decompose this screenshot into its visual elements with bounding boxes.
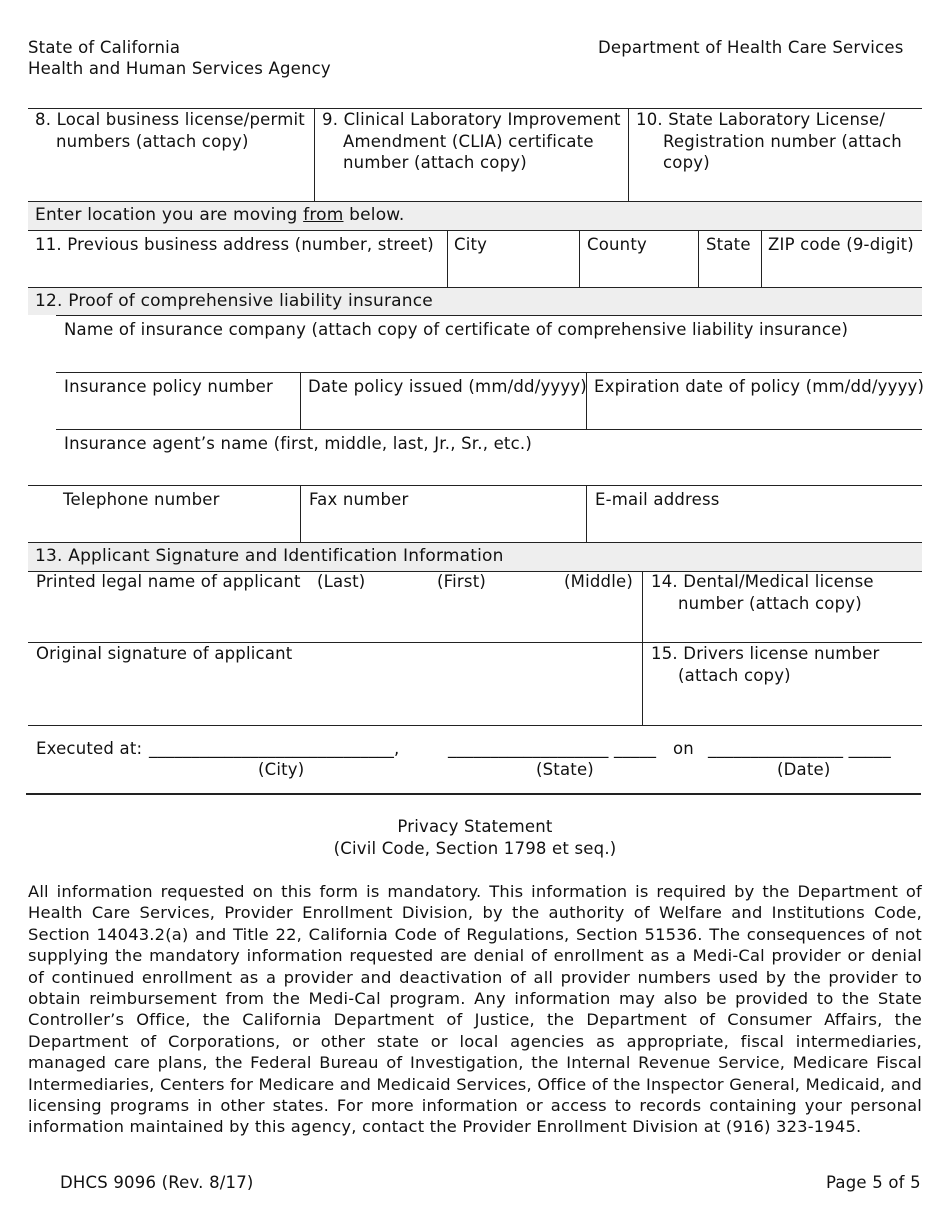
rule <box>28 725 922 726</box>
rule <box>56 429 922 430</box>
rule <box>28 230 922 231</box>
name-middle-label: (Middle) <box>564 572 633 591</box>
field-policy-number[interactable]: Insurance policy number <box>64 377 274 396</box>
name-last-label: (Last) <box>317 572 366 591</box>
field-zip[interactable]: ZIP code (9-digit) <box>768 235 914 254</box>
executed-date-caption: (Date) <box>777 760 831 779</box>
executed-city-blank[interactable]: _____________________________, <box>149 739 400 758</box>
rule <box>579 230 580 287</box>
rule <box>28 485 922 486</box>
rule <box>56 372 922 373</box>
privacy-body: All information requested on this form is mandatory. This information is required by the Department of Health Care Services, Provider Enrollment Division, by the authority of Welfare and Institutions Code, Section 14043.2(a) and Title 22, California Code of Regulations, Section 51536. The consequences of not supplying the mandatory information requested are denial of enrollment as a Medi-Cal provider or denial of continued enrollment as a provider and deactivation of all provider numbers used by the provider to obtain reimbursement from the Medi-Cal program. Any information may also be provided to the State Controller’s Office, the California Department of Justice, the Department of Consumer Affairs, the Department of Corporations, or other state or local agencies as appropriate, fiscal intermediaries, managed care plans, the Federal Bureau of Investigation, the Internal Revenue Service, Medicare Fiscal Intermediaries, Centers for Medicare and Medicaid Services, Office of the Inspector General, Medicaid, and licensing programs in other states. For more information or access to records containing your personal information maintained by this agency, contact the Provider Enrollment Division at (916) 323-1945. <box>28 882 922 1137</box>
field-local-business-license[interactable]: 8. Local business license/permit numbers (attach copy) <box>35 110 305 151</box>
field-insurance-company[interactable]: Name of insurance company (attach copy of certificate of comprehensive liability insurance) <box>64 320 849 339</box>
agency-name: Health and Human Services Agency <box>28 59 331 78</box>
field-expiration-date[interactable]: Expiration date of policy (mm/dd/yyyy) <box>594 377 925 396</box>
field-fax[interactable]: Fax number <box>309 490 409 509</box>
field-city[interactable]: City <box>454 235 488 254</box>
executed-label: Executed at: <box>36 739 143 758</box>
field-signature[interactable]: Original signature of applicant <box>36 644 293 663</box>
field-date-issued[interactable]: Date policy issued (mm/dd/yyyy) <box>308 377 587 396</box>
rule <box>300 372 301 429</box>
field-printed-name[interactable]: Printed legal name of applicant <box>36 572 301 591</box>
rule <box>28 287 922 288</box>
field-previous-address[interactable]: 11. Previous business address (number, street) <box>35 235 434 254</box>
rule <box>56 315 922 316</box>
field-county[interactable]: County <box>587 235 647 254</box>
section-divider <box>26 793 921 795</box>
privacy-subtitle: (Civil Code, Section 1798 et seq.) <box>333 839 617 858</box>
field-clia-certificate[interactable]: 9. Clinical Laboratory Improvement Amendment (CLIA) certificate number (attach copy) <box>322 110 621 172</box>
field-state[interactable]: State <box>706 235 751 254</box>
executed-city-caption: (City) <box>258 760 305 779</box>
agency-state: State of California <box>28 38 181 57</box>
privacy-title: Privacy Statement <box>397 817 553 836</box>
moving-instruction: Enter location you are moving from below. <box>35 205 405 225</box>
rule <box>761 230 762 287</box>
name-first-label: (First) <box>437 572 486 591</box>
rule <box>698 230 699 287</box>
page-number: Page 5 of 5 <box>826 1173 921 1192</box>
rule <box>28 542 922 543</box>
executed-state-blank[interactable]: ___________________ _____ <box>448 739 657 758</box>
rule <box>300 485 301 542</box>
field-dental-medical-license[interactable]: 14. Dental/Medical license number (attach copy) <box>651 572 874 613</box>
applicant-heading: 13. Applicant Signature and Identification Information <box>35 546 504 566</box>
field-email[interactable]: E-mail address <box>595 490 720 509</box>
executed-state-caption: (State) <box>536 760 594 779</box>
rule <box>642 571 643 725</box>
rule <box>447 230 448 287</box>
field-drivers-license[interactable]: 15. Drivers license number (attach copy) <box>651 644 880 685</box>
field-telephone[interactable]: Telephone number <box>63 490 220 509</box>
rule <box>586 485 587 542</box>
field-agent-name[interactable]: Insurance agent’s name (first, middle, last, Jr., Sr., etc.) <box>64 434 532 453</box>
field-state-lab-license[interactable]: 10. State Laboratory License/ Registration number (attach copy) <box>636 110 902 172</box>
insurance-heading: 12. Proof of comprehensive liability insurance <box>35 291 433 311</box>
executed-date-blank[interactable]: ________________ _____ <box>708 739 891 758</box>
department-name: Department of Health Care Services <box>598 38 904 57</box>
form-id: DHCS 9096 (Rev. 8/17) <box>60 1173 254 1192</box>
rule <box>28 201 922 202</box>
executed-on-label: on <box>673 739 694 758</box>
